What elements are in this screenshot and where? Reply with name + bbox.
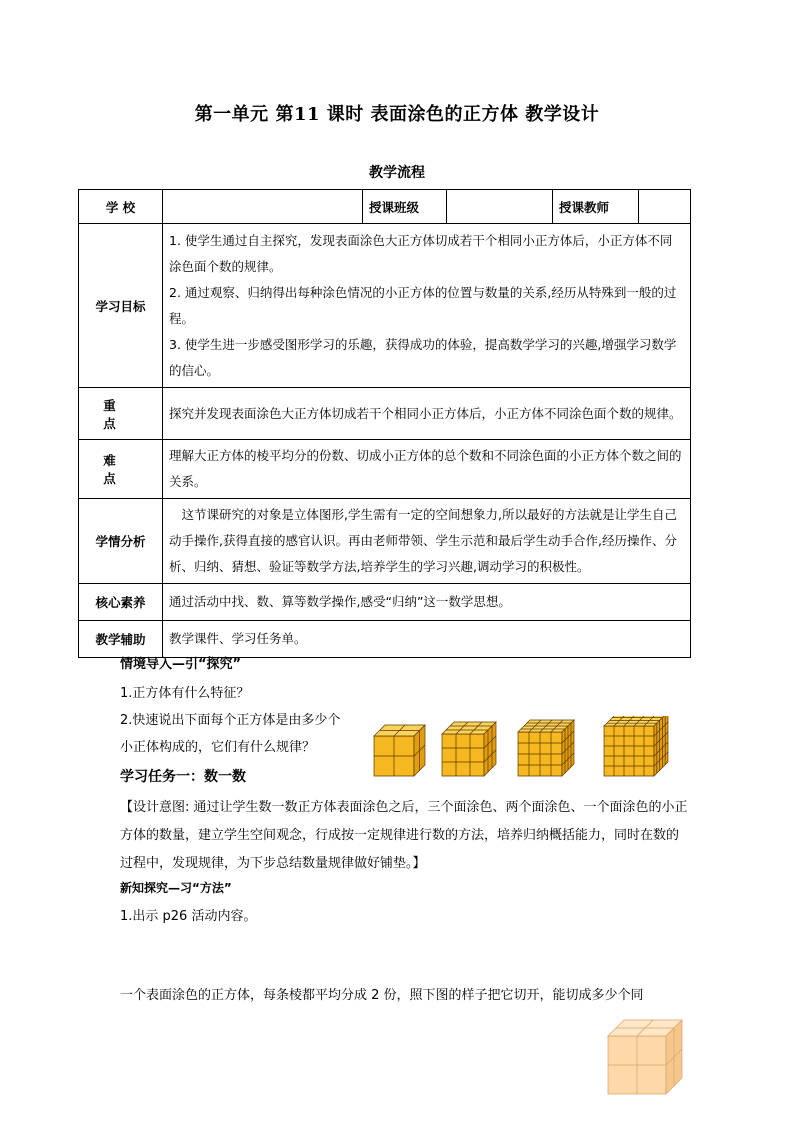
difficulty-label: 难 点 (79, 440, 163, 499)
design-intent: 【设计意图: 通过让学生数一数正方体表面涂色之后，三个面涂色、两个面涂色、一个面涂色的小正方体的数量，建立学生空间观念，行成按一定规律进行数的方法，培养归纳概括能力，同时在数的过程中，发现规律，为下步总结数量规律做好铺垫。】 (120, 800, 688, 871)
goals-label: 学习目标 (79, 224, 163, 388)
section-subtitle: 教学流程 (369, 165, 425, 181)
goal-item: 3. 使学生进一步感受图形学习的乐趣，获得成功的体验，提高数学学习的兴趣,增强学习数学的信心。 (169, 336, 677, 378)
difficulty-text: 理解大正方体的棱平均分的份数、切成小正方体的总个数和不同涂色面的小正方体个数之间的关系。 (163, 440, 691, 499)
cube-sequence-figure (370, 716, 680, 778)
key-text: 探究并发现表面涂色大正方体切成若干个相同小正方体后，小正方体不同涂色面个数的规律。 (163, 388, 691, 440)
goal-item: 2. 通过观察、归纳得出每种涂色情况的小正方体的位置与数量的关系,经历从特殊到一般的过程。 (169, 284, 677, 326)
cube-4x4 (518, 720, 574, 776)
table-row (79, 190, 691, 224)
cut-cube-figure (606, 1018, 686, 1096)
step-1: 1.出示 p26 活动内容。 (120, 909, 257, 924)
core-label: 核心素养 (79, 584, 163, 621)
analysis-label: 学情分析 (79, 499, 163, 584)
cut-cube-2x2 (608, 1020, 682, 1094)
intro-heading: 情境导入—引“探究” (120, 657, 242, 672)
task-heading: 学习任务一：数一数 (120, 769, 246, 785)
goal-item: 1. 使学生通过自主探究，发现表面涂色大正方体切成若干个相同小正方体后，小正方体不同涂色面个数的规律。 (169, 232, 673, 274)
analysis-text: 这节课研究的对象是立体图形,学生需有一定的空间想象力,所以最好的方法就是让学生自己动手操作,获得直接的感官认识。再由老师带领、学生示范和最后学生动手合作,经历操作、分析、归纳、猜想、验证等数学方法,培养学生的学习兴趣,调动学习的积极性。 (163, 499, 691, 584)
key-label: 重 点 (79, 388, 163, 440)
question-2-line2: 小正体构成的，它们有什么规律？ (120, 740, 316, 755)
aid-label: 教学辅助 (79, 621, 163, 658)
table-row (79, 499, 691, 584)
cube-3x3 (442, 722, 496, 776)
new-knowledge-heading: 新知探究—习“方法” (120, 881, 232, 895)
question-1: 1.正方体有什么特征？ (120, 686, 250, 701)
core-text: 通过活动中找、数、算等数学操作,感受“归纳”这一数学思想。 (163, 584, 691, 621)
table-row (79, 621, 691, 658)
goals-cell (163, 224, 691, 388)
problem-text: 一个表面涂色的正方体，每条棱都平均分成 2 份，照下图的样子把它切开，能切成多少个同 (120, 988, 644, 1003)
lesson-table (78, 189, 691, 658)
table-row (79, 388, 691, 440)
table-row (79, 224, 691, 388)
teacher-value[interactable] (639, 190, 691, 224)
cube-5x5 (604, 716, 668, 776)
aid-text: 教学课件、学习任务单。 (163, 621, 691, 658)
question-2-line1: 2.快速说出下面每个正方体是由多少个 (120, 713, 341, 728)
school-label: 学 校 (79, 190, 163, 224)
cube-2x2 (374, 725, 425, 776)
table-row (79, 440, 691, 499)
teacher-label: 授课教师 (553, 190, 639, 224)
class-label: 授课班级 (363, 190, 447, 224)
school-value[interactable] (163, 190, 363, 224)
document-title: 第一单元 第11 课时 表面涂色的正方体 教学设计 (194, 104, 600, 125)
table-row (79, 584, 691, 621)
class-value[interactable] (447, 190, 553, 224)
